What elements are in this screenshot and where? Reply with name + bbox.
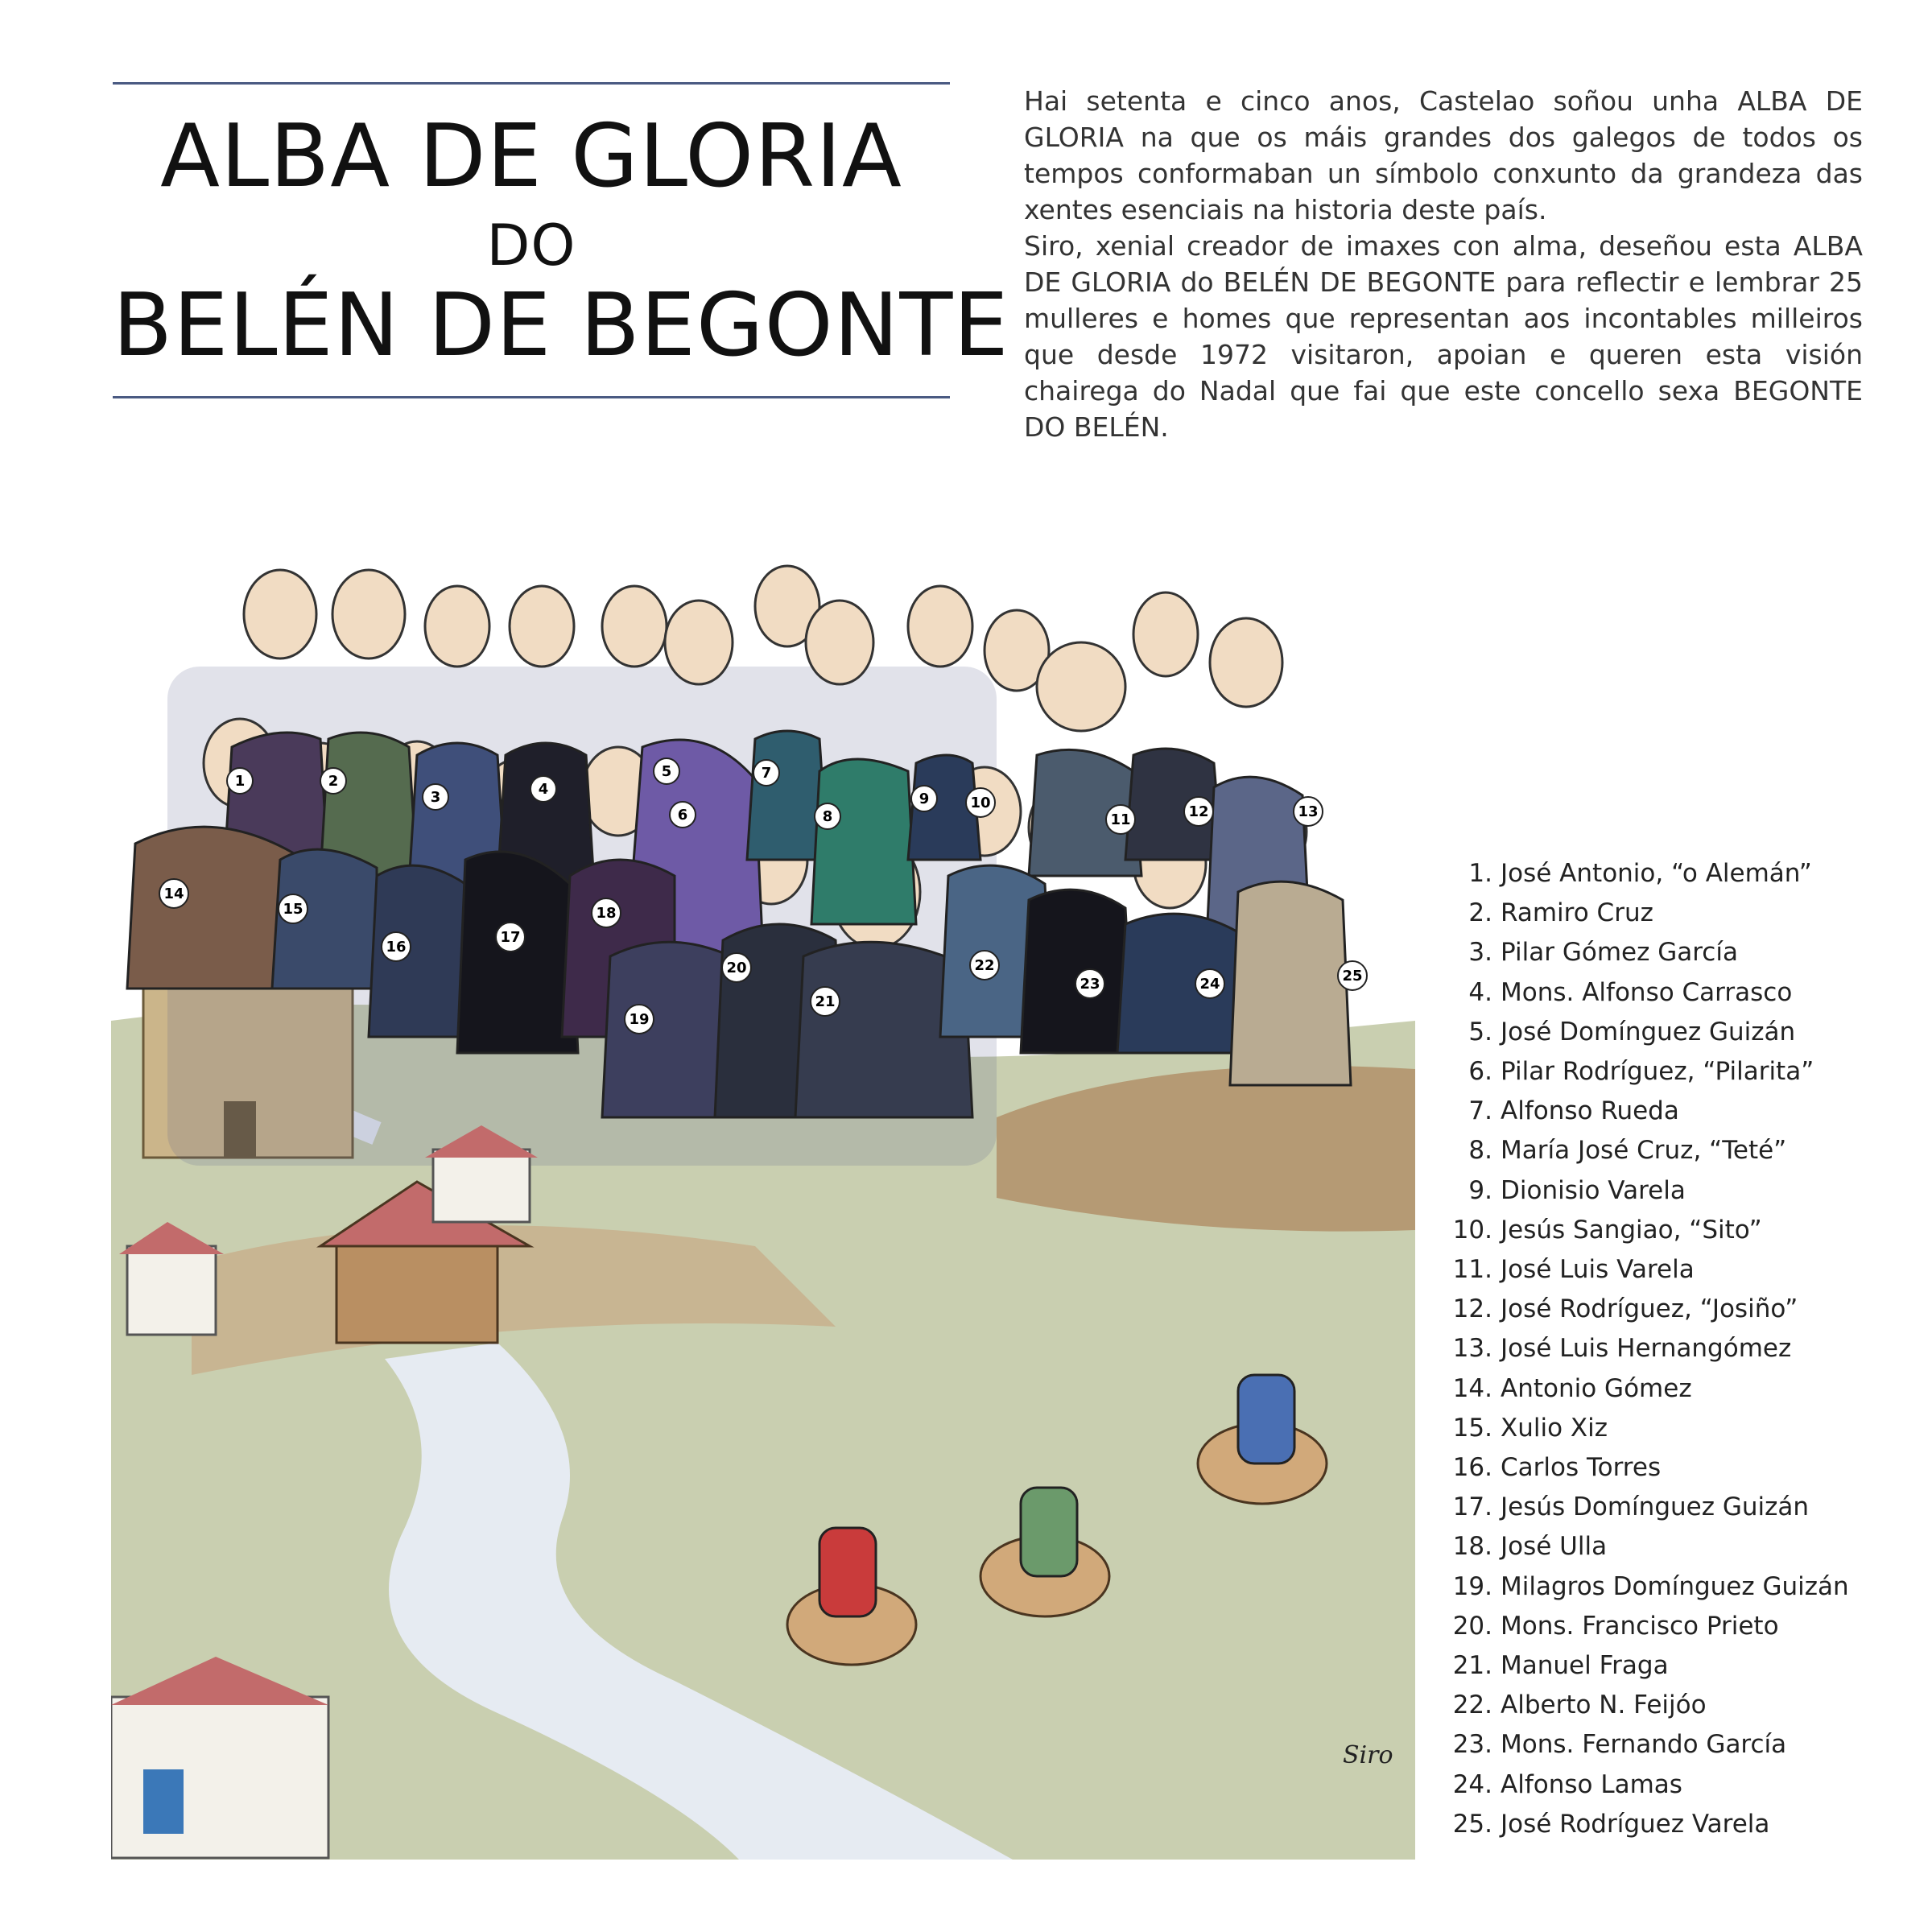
legend-item [1446, 1250, 1897, 1290]
svg-text:19: 19 [629, 1011, 650, 1028]
legend-name: Pilar Rodríguez, “Pilarita” [1501, 1057, 1814, 1087]
page-title-line-2: DO [486, 213, 576, 279]
legend-item [1446, 1329, 1897, 1368]
marker-4 [530, 776, 556, 802]
marker-18 [592, 898, 621, 927]
legend-item [1446, 933, 1897, 972]
legend-name: Ramiro Cruz [1501, 898, 1653, 928]
legend-item [1446, 1131, 1897, 1170]
legend-name: José Rodríguez Varela [1501, 1809, 1770, 1839]
legend-name: Alberto N. Feijóo [1501, 1690, 1707, 1720]
legend-number: 24. [1452, 1769, 1492, 1799]
svg-text:3: 3 [430, 789, 441, 806]
svg-text:24: 24 [1199, 976, 1220, 993]
legend-item [1446, 1488, 1897, 1527]
legend-number: 17. [1452, 1492, 1492, 1522]
legend-number: 21. [1452, 1651, 1492, 1681]
svg-text:8: 8 [822, 808, 833, 825]
svg-text:1: 1 [234, 773, 246, 790]
legend-name: Mons. Francisco Prieto [1501, 1611, 1779, 1641]
legend-number: 5. [1468, 1017, 1492, 1046]
legend-name: Dionisio Varela [1501, 1175, 1686, 1205]
legend-number: 1. [1468, 859, 1492, 888]
svg-text:11: 11 [1110, 811, 1131, 828]
marker-1 [227, 768, 253, 794]
svg-text:12: 12 [1188, 803, 1209, 820]
marker-25 [1338, 961, 1367, 990]
marker-22 [970, 951, 999, 980]
marker-16 [382, 932, 411, 961]
marker-6 [670, 802, 696, 828]
title-top-rule [113, 82, 950, 85]
svg-text:2: 2 [328, 773, 339, 790]
svg-text:16: 16 [386, 939, 407, 956]
illustration-svg [111, 538, 1415, 1860]
nativity-illustration [111, 538, 1415, 1860]
marker-5 [654, 758, 679, 784]
svg-text:15: 15 [283, 901, 303, 918]
legend-item [1446, 1805, 1897, 1844]
legend-item [1446, 1567, 1897, 1607]
marker-17 [496, 923, 525, 952]
marker-7 [753, 760, 779, 786]
legend-name: José Ulla [1501, 1532, 1608, 1562]
legend-number: 7. [1468, 1096, 1492, 1126]
title-bottom-rule [113, 396, 950, 398]
legend-name: Mons. Alfonso Carrasco [1501, 977, 1793, 1007]
portrait-legend [1446, 854, 1897, 1844]
legend-item [1446, 1171, 1897, 1211]
legend-name: Alfonso Lamas [1501, 1769, 1682, 1799]
svg-text:6: 6 [677, 807, 688, 824]
svg-text:22: 22 [974, 957, 995, 974]
legend-item [1446, 1725, 1897, 1765]
legend-number: 23. [1452, 1730, 1492, 1760]
svg-text:9: 9 [919, 791, 930, 807]
legend-number: 15. [1452, 1413, 1492, 1443]
artist-signature: Siro [1343, 1741, 1393, 1769]
legend-item [1446, 1686, 1897, 1725]
marker-9 [911, 786, 937, 811]
svg-text:21: 21 [815, 993, 836, 1010]
legend-number: 25. [1452, 1809, 1492, 1839]
page-title-line-3: BELÉN DE BEGONTE [113, 275, 1009, 376]
intro-text [1024, 83, 1863, 445]
legend-name: Jesús Domínguez Guizán [1501, 1492, 1810, 1522]
legend-item [1446, 1013, 1897, 1052]
marker-8 [815, 803, 840, 829]
legend-item [1446, 1211, 1897, 1250]
legend-name: José Domínguez Guizán [1501, 1017, 1796, 1046]
svg-text:14: 14 [163, 886, 184, 902]
legend-number: 19. [1452, 1571, 1492, 1601]
legend-name: Antonio Gómez [1501, 1373, 1692, 1403]
legend-item [1446, 1290, 1897, 1329]
legend-item [1446, 1765, 1897, 1805]
legend-name: José Rodríguez, “Josiño” [1501, 1294, 1798, 1324]
svg-text:7: 7 [761, 765, 772, 782]
svg-text:25: 25 [1342, 968, 1363, 985]
legend-name: María José Cruz, “Teté” [1501, 1136, 1787, 1166]
marker-19 [625, 1005, 654, 1034]
marker-14 [159, 879, 188, 908]
svg-text:17: 17 [500, 929, 521, 946]
legend-item [1446, 1052, 1897, 1092]
legend-item [1446, 1409, 1897, 1448]
legend-number: 11. [1452, 1255, 1492, 1285]
legend-number: 20. [1452, 1611, 1492, 1641]
marker-23 [1075, 969, 1104, 998]
legend-name: Pilar Gómez García [1501, 938, 1738, 968]
intro-paragraph-2: Siro, xenial creador de imaxes con alma, deseñou esta ALBA DE GLORIA do BELÉN DE BEGONTE para reflectir e lembrar 25 mulleres e homes que representan aos incontables milleiros que desde 1972 visitaron, apoian e queren esta visión chairega do Nadal que fai que este concello sexa BEGONTE DO BELÉN. [1024, 230, 1863, 443]
legend-item [1446, 1369, 1897, 1409]
legend-number: 10. [1452, 1215, 1492, 1245]
legend-number: 2. [1468, 898, 1492, 928]
intro-paragraph-1: Hai setenta e cinco anos, Castelao soñou unha ALBA DE GLORIA na que os máis grandes dos galegos de todos os tempos conformaban un símbolo conxunto da grandeza das xentes esenciais na historia deste país. [1024, 85, 1863, 225]
svg-text:13: 13 [1298, 803, 1319, 820]
legend-item [1446, 1527, 1897, 1567]
legend-number: 14. [1452, 1373, 1492, 1403]
legend-name: Milagros Domínguez Guizán [1501, 1571, 1849, 1601]
marker-13 [1294, 797, 1323, 826]
svg-text:4: 4 [538, 781, 549, 798]
legend-number: 3. [1468, 938, 1492, 968]
legend-name: Alfonso Rueda [1501, 1096, 1679, 1126]
marker-2 [320, 768, 346, 794]
marker-20 [722, 953, 751, 982]
legend-name: José Antonio, “o Alemán” [1501, 859, 1812, 888]
legend-number: 13. [1452, 1334, 1492, 1364]
svg-text:5: 5 [661, 763, 672, 780]
legend-number: 8. [1468, 1136, 1492, 1166]
legend-name: Carlos Torres [1501, 1453, 1662, 1483]
legend-item [1446, 894, 1897, 933]
legend-item [1446, 1092, 1897, 1131]
marker-10 [966, 788, 995, 817]
legend-name: José Luis Varela [1501, 1255, 1695, 1285]
legend-number: 9. [1468, 1175, 1492, 1205]
legend-item [1446, 1448, 1897, 1488]
marker-11 [1106, 805, 1135, 834]
marker-24 [1195, 969, 1224, 998]
legend-name: José Luis Hernangómez [1501, 1334, 1792, 1364]
legend-number: 16. [1452, 1453, 1492, 1483]
legend-item [1446, 854, 1897, 894]
legend-number: 18. [1452, 1532, 1492, 1562]
marker-12 [1184, 797, 1213, 826]
page-title-line-1: ALBA DE GLORIA [160, 106, 902, 207]
legend-item [1446, 1646, 1897, 1686]
legend-number: 6. [1468, 1057, 1492, 1087]
marker-3 [423, 784, 448, 810]
legend-number: 4. [1468, 977, 1492, 1007]
legend-item [1446, 1607, 1897, 1646]
svg-text:23: 23 [1080, 976, 1100, 993]
svg-text:18: 18 [596, 905, 617, 922]
legend-item [1446, 973, 1897, 1013]
legend-number: 22. [1452, 1690, 1492, 1720]
legend-name: Mons. Fernando García [1501, 1730, 1787, 1760]
legend-number: 12. [1452, 1294, 1492, 1324]
marker-21 [811, 987, 840, 1016]
legend-name: Jesús Sangiao, “Sito” [1501, 1215, 1762, 1245]
svg-text:10: 10 [970, 795, 991, 811]
legend-name: Xulio Xiz [1501, 1413, 1608, 1443]
marker-15 [279, 894, 308, 923]
svg-text:20: 20 [726, 960, 747, 976]
legend-name: Manuel Fraga [1501, 1651, 1669, 1681]
